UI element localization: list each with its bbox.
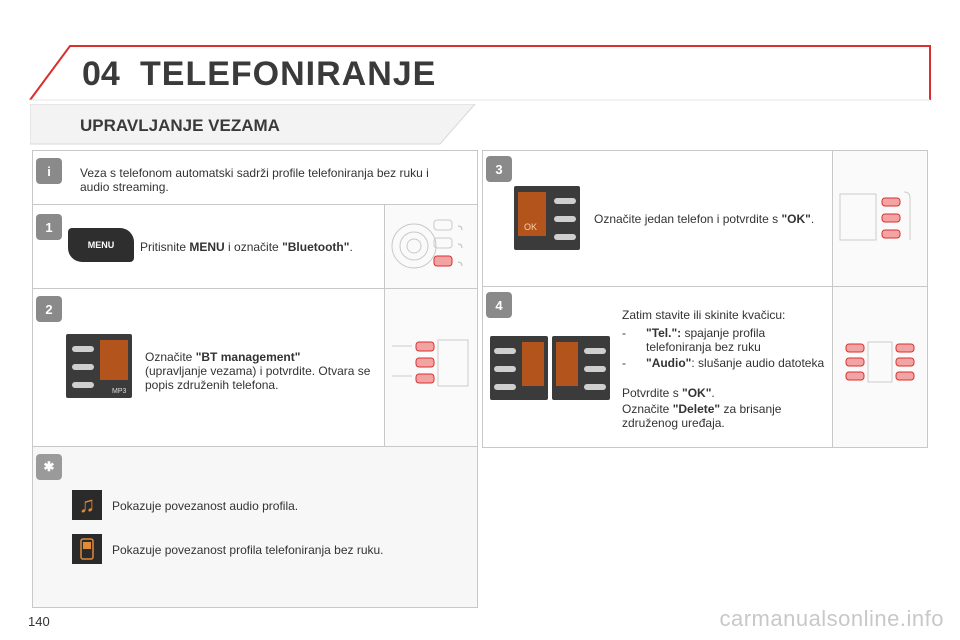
page-number: 140: [28, 614, 50, 629]
menu-button-label: MENU: [87, 240, 115, 250]
phone-icon: [72, 534, 102, 564]
step4-item1-dash: -: [622, 326, 626, 340]
tip-phone-text: Pokazuje povezanost profila telefoniranja bez ruku.: [112, 543, 384, 557]
step1-text: Pritisnite MENU i označite "Bluetooth".: [140, 240, 353, 254]
step2-badge: 2: [36, 296, 62, 322]
ok-label: OK: [524, 222, 538, 232]
menu-button: [68, 228, 134, 262]
step4-badge: 4: [486, 292, 512, 318]
step3-text: Označite jedan telefon i potvrdite s "OK".: [594, 212, 815, 226]
info-text: Veza s telefonom automatski sadrži profile telefoniranja bez ruku i audio streaming.: [80, 166, 429, 194]
buttons-diagram-icon: [390, 336, 474, 396]
step1-badge: 1: [36, 214, 62, 240]
screen-button: [494, 366, 516, 372]
screen-button: [554, 216, 576, 222]
music-note-icon: ♫: [72, 490, 102, 520]
screen-button: [584, 366, 606, 372]
screen-button: [554, 234, 576, 240]
step4-item1: "Tel.": spajanje profila telefoniranja bez ruku: [646, 326, 766, 354]
screen-button: [72, 364, 94, 370]
info-icon: i: [36, 158, 62, 184]
side-buttons-icon: [838, 188, 922, 248]
screen-button: [494, 348, 516, 354]
step4-intro: Zatim stavite ili skinite kvačicu:: [622, 308, 786, 322]
screen-button: [584, 384, 606, 390]
mp3-label: MP3: [112, 388, 127, 395]
step4-delete: Označite "Delete" za brisanje združenog uređaja.: [622, 402, 782, 430]
step4-confirm: Potvrdite s "OK".: [622, 386, 715, 400]
step2-display: [100, 340, 128, 380]
step2-text: Označite "BT management" (upravljanje vezama) i potvrdite. Otvara se popis združenih telefona.: [145, 350, 371, 392]
tip-audio-text: Pokazuje povezanost audio profila.: [112, 499, 299, 513]
step3-badge: 3: [486, 156, 512, 182]
screen-button: [584, 348, 606, 354]
step4-item2-dash: -: [622, 356, 626, 370]
screen-button: [72, 346, 94, 352]
screen-button: [72, 382, 94, 388]
control-dial-icon: [390, 212, 474, 280]
section-title: UPRAVLJANJE VEZAMA: [80, 116, 280, 135]
step4-display-a: [522, 342, 544, 386]
tip-icon: ✱: [36, 454, 62, 480]
watermark: carmanualsonline.info: [719, 606, 944, 631]
chapter-title: TELEFONIRANJE: [140, 55, 437, 93]
tips-panel: [32, 446, 478, 608]
chapter-number: 04: [82, 55, 120, 93]
dual-buttons-icon: [836, 338, 924, 388]
step4-display-b: [556, 342, 578, 386]
screen-button: [554, 198, 576, 204]
screen-button: [494, 384, 516, 390]
step4-item2: "Audio": slušanje audio datoteka: [646, 356, 825, 370]
